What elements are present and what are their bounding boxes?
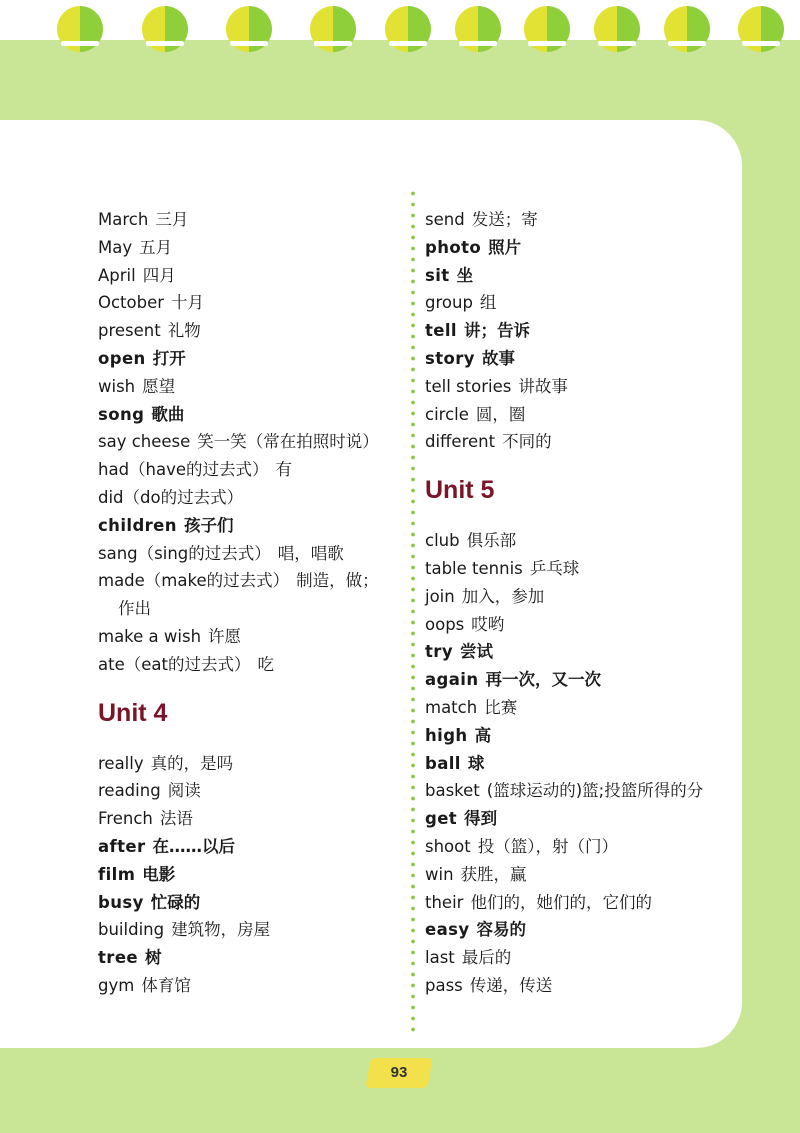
vocab-entry [98,972,403,1000]
vocab-entry [98,833,403,861]
vocab-word: really [98,753,144,773]
vocab-entry [425,555,740,583]
vocab-word: again [425,670,479,690]
vocab-word: tell [425,321,457,341]
vocab-meaning: 阅读 [167,781,201,801]
tab-decoration [385,6,431,52]
vocab-word: after [98,836,146,856]
vocab-word: wish [98,376,136,396]
vocab-word: children [98,515,177,535]
vocab-word: different [425,432,496,452]
vocab-entry [98,567,403,595]
vocab-meaning: (篮球运动的)篮;投篮所得的分 [486,781,704,801]
vocab-entry [425,777,740,805]
vocab-word: film [98,864,136,884]
vocab-entry [98,861,403,889]
vocab-word: join [425,586,455,606]
vocab-meaning: 电影 [142,864,176,884]
vocab-meaning: 俱乐部 [466,531,517,551]
vocab-meaning: 比赛 [484,697,518,717]
vocab-meaning: 三月 [155,210,189,229]
vocab-meaning: 五月 [139,237,173,257]
vocab-entry [98,428,403,456]
vocab-meaning: 哎哟 [471,614,505,634]
vocab-entry [425,972,740,1000]
vocab-word: April [98,265,136,285]
vocab-word: present [98,321,161,341]
vocab-meaning: 孩子们 [183,515,234,535]
vocab-word: busy [98,892,144,912]
vocab-meaning: 十月 [171,293,205,313]
vocab-entry [425,944,740,972]
vocab-entry [98,595,403,623]
vocab-entry [98,889,403,917]
vocab-entry [98,805,403,833]
vocab-list-top-right [425,206,740,456]
vocab-meaning: 制造，做； [296,571,379,591]
vocab-meaning: 建筑物，房屋 [171,920,271,940]
vocab-meaning: 再一次，又一次 [485,670,601,690]
page-number-badge [368,1058,430,1088]
vocab-meaning: 球 [467,753,485,773]
vocab-word: song [98,404,145,424]
vocab-meaning: 照片 [488,237,522,257]
vocab-word: photo [425,237,482,257]
vocab-entry [98,206,403,234]
vocab-word: shoot [425,836,471,856]
vocab-meaning: 法语 [159,809,193,829]
vocab-meaning: 讲故事 [518,376,568,396]
vocab-word: May [98,237,133,257]
vocab-meaning: 忙碌的 [150,892,201,912]
vocab-word: ate（eat的过去式） [98,654,251,674]
vocab-entry [425,401,740,429]
vocab-list-bottom-right [425,527,740,1000]
vocab-entry [425,611,740,639]
vocab-meaning: 故事 [481,348,515,368]
vocab-word: gym [98,975,135,995]
vocab-entry [425,206,740,234]
vocab-meaning: 坐 [456,265,474,285]
vocab-entry [425,317,740,345]
vocab-list-bottom-left [98,750,403,1000]
vocab-meaning: 不同的 [502,432,552,452]
vocab-entry [425,428,740,456]
vocab-word: basket [425,781,480,801]
tab-decoration [594,6,640,52]
vocab-meaning: 打开 [152,348,186,368]
vocab-word: pass [425,975,463,995]
vocab-word: open [98,348,146,368]
vocab-entry [425,889,740,917]
vocab-meaning: 树 [145,948,162,968]
vocab-entry [98,512,403,540]
vocab-word: last [425,948,455,968]
vocab-meaning: 乒乓球 [529,558,580,578]
vocab-meaning: 投（篮），射（门） [477,836,618,856]
vocab-meaning: 吃 [257,654,274,674]
vocab-meaning: 圆，圈 [475,404,526,424]
vocab-meaning: 许愿 [208,626,242,646]
vocab-word: easy [425,920,470,940]
tab-decoration [57,6,103,52]
vocab-entry [98,317,403,345]
vocab-entry [425,583,740,611]
vocab-word: made（make的过去式） [98,571,290,591]
vocab-word: get [425,809,458,829]
vocab-entry [98,484,403,512]
vocab-word: match [425,697,478,717]
vocab-entry [98,234,403,262]
decorative-tabs [0,0,800,44]
vocab-meaning: 歌曲 [151,404,185,424]
vocab-meaning: 传递，传送 [469,975,553,995]
vocab-word: make a wish [98,626,202,646]
vocab-entry [425,527,740,555]
vocab-meaning: 四月 [142,265,176,285]
vocab-word: high [425,725,468,745]
vocab-entry [425,666,740,694]
page-number: 93 [390,1064,408,1081]
left-column [98,206,403,1000]
vocab-word: win [425,864,454,884]
vocab-list-top-left [98,206,403,679]
vocab-word: sit [425,265,450,285]
vocab-word: try [425,642,453,662]
vocab-entry [98,456,403,484]
vocab-meaning: 得到 [464,809,498,829]
vocab-entry [425,638,740,666]
vocab-word: circle [425,404,469,424]
vocab-entry [98,373,403,401]
vocab-entry [98,540,403,568]
vocab-meaning: 高 [474,725,492,745]
vocab-entry [98,289,403,317]
vocab-word: reading [98,781,161,801]
vocab-word: sang（sing的过去式） [98,543,271,563]
vocab-entry [98,750,403,778]
vocab-word: October [98,293,165,313]
vocab-word: had（have的过去式） [98,460,269,480]
vocab-word: say cheese [98,432,191,452]
vocab-word: ball [425,753,461,773]
vocab-word: group [425,293,473,313]
vocab-entry [98,262,403,290]
vocab-meaning: 作出 [118,599,151,619]
vocab-word: March [98,210,149,229]
vocab-entry [425,833,740,861]
vocab-word: send [425,210,465,229]
vocab-entry [425,916,740,944]
vocab-word: table tennis [425,558,523,578]
vocab-word: their [425,892,464,912]
vocab-word: French [98,809,153,829]
vocab-entry [425,373,740,401]
column-divider [411,188,415,1038]
vocab-meaning: 笑一笑（常在拍照时说） [197,432,379,452]
tab-decoration [664,6,710,52]
vocab-entry [98,944,403,972]
vocab-meaning: 容易的 [476,920,527,940]
tab-decoration [226,6,272,52]
vocab-meaning: 加入，参加 [461,586,545,606]
vocab-entry [98,777,403,805]
vocab-entry [425,694,740,722]
vocab-meaning: 唱，唱歌 [277,543,344,563]
right-column [425,206,740,1000]
vocab-meaning: 礼物 [167,321,201,341]
vocab-meaning: 真的，是吗 [150,753,234,773]
vocab-meaning: 尝试 [459,642,493,662]
unit-5-heading: Unit 5 [425,476,495,505]
vocab-entry [425,861,740,889]
tab-decoration [455,6,501,52]
vocab-meaning: 讲；告诉 [464,321,530,341]
vocab-entry [425,722,740,750]
vocab-word: did（do的过去式） [98,487,244,507]
vocab-meaning: 最后的 [461,948,512,968]
vocab-word: building [98,920,165,940]
vocab-meaning: 体育馆 [141,975,191,995]
vocab-entry [98,623,403,651]
vocab-entry [425,345,740,373]
vocab-entry [98,916,403,944]
vocab-entry [425,289,740,317]
vocab-meaning: 获胜，赢 [460,864,527,884]
tab-decoration [738,6,784,52]
vocab-entry [425,234,740,262]
vocab-entry [425,262,740,290]
vocab-word: oops [425,614,465,634]
tab-decoration [524,6,570,52]
unit-4-heading: Unit 4 [98,698,168,727]
vocab-meaning: 在……以后 [152,836,236,856]
vocab-entry [98,401,403,429]
vocab-word: story [425,348,475,368]
tab-decoration [142,6,188,52]
vocab-entry [425,805,740,833]
tab-decoration [310,6,356,52]
vocab-meaning: 发送；寄 [471,210,538,229]
vocab-entry [98,345,403,373]
vocab-entry [98,651,403,679]
vocab-meaning: 组 [479,293,497,313]
vocab-word: tree [98,948,139,968]
vocab-meaning: 他们的，她们的，它们的 [470,892,652,912]
vocab-word: tell stories [425,376,512,396]
vocab-meaning: 愿望 [142,376,176,396]
vocab-meaning: 有 [275,460,293,480]
vocab-word: club [425,531,460,551]
vocab-entry [425,750,740,778]
